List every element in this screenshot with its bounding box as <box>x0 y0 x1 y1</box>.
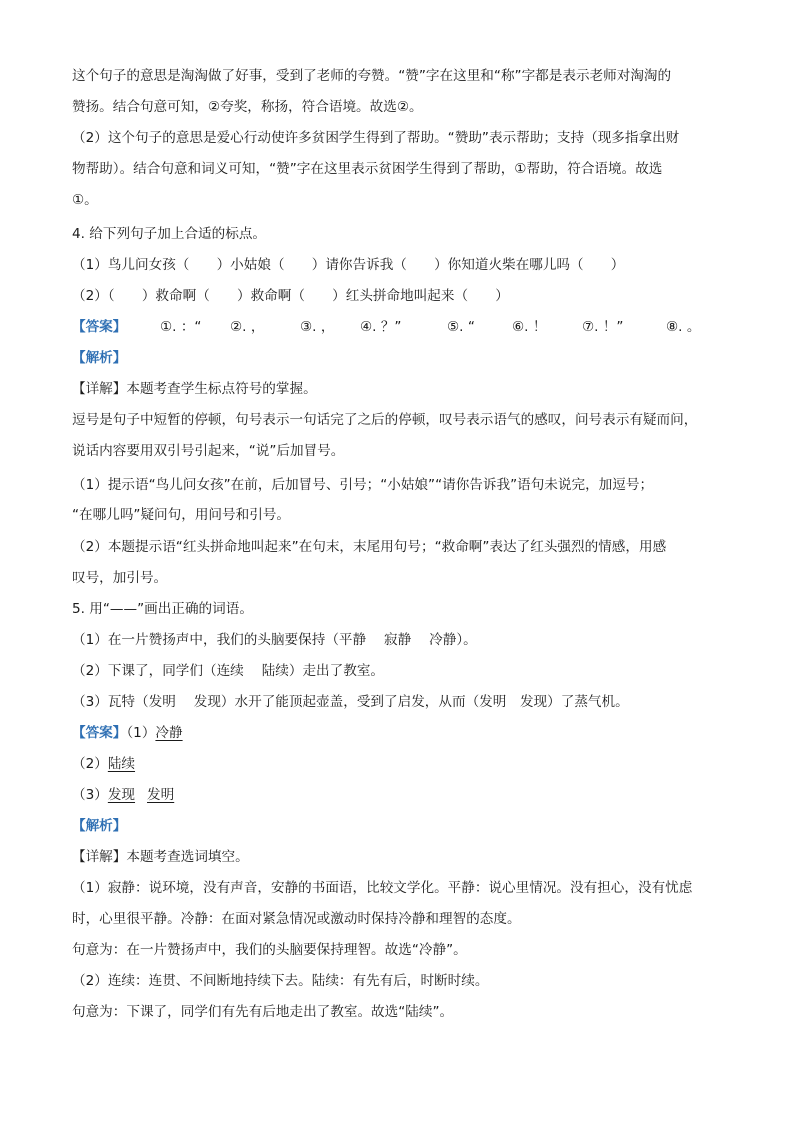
text-line: （2）连续：连贯、不间断地持续下去。陆续：有先有后，时断时续。 <box>72 973 489 989</box>
answer-item-1: ①. ：“ <box>160 319 202 335</box>
answer-5-line-2 <box>72 755 732 773</box>
answer-item-2: ②. ， <box>230 319 265 335</box>
answer-tag: 【答案】 <box>72 319 127 335</box>
text-line: （1）提示语“鸟儿问女孩”在前，后加冒号、引号；“小姑娘”“请你告诉我”语句未说完，加逗号； <box>72 477 654 493</box>
text-line: “在哪儿吗”疑问句，用问号和引号。 <box>72 507 290 523</box>
text-line: 句意为：下课了，同学们有先有后地走出了教室。故选“陆续”。 <box>72 1004 454 1020</box>
text-line: 说话内容要用双引号引起来，“说”后加冒号。 <box>72 443 345 459</box>
answer-word: 发现 <box>107 787 136 803</box>
question-5-item-2: （2）下课了，同学们（连续 陆续）走出了教室。 <box>72 663 385 679</box>
answer-5-line-1 <box>72 724 732 742</box>
text-line: （2）本题提示语“红头拼命地叫起来”在句末，末尾用句号；“救命啊”表达了红头强烈的情感，用感 <box>72 539 667 555</box>
answer-item-6: ⑥. ！ <box>512 319 547 335</box>
analysis-tag: 【解析】 <box>72 818 127 834</box>
answer-item-3: ③. ， <box>300 319 335 335</box>
answer-word: 陆续 <box>107 756 136 772</box>
text-line: 【详解】本题考查学生标点符号的掌握。 <box>72 381 317 397</box>
answer-5-line-3 <box>72 786 732 804</box>
question-4-sentence-1: （1）鸟儿问女孩（ ）小姑娘（ ）请你告诉我（ ）你知道火柴在哪儿吗（ ） <box>72 257 625 273</box>
text-line: ①。 <box>72 192 98 208</box>
text-line: （1）寂静：说环境，没有声音，安静的书面语，比较文学化。平静：说心里情况。没有担心，没有忧虑 <box>72 880 693 896</box>
text-line: 【详解】本题考查选词填空。 <box>72 849 249 865</box>
answer-prefix: （2） <box>72 756 108 772</box>
answer-item-7: ⑦. ！” <box>582 319 624 335</box>
text-line: 物帮助）。结合句意和词义可知，“赞”字在这里表示贫困学生得到了帮助，①帮助，符合语境。故选 <box>72 161 663 177</box>
answer-item-8: ⑧. 。 <box>666 319 701 335</box>
answer-prefix: （1） <box>126 725 156 741</box>
question-5-item-3: （3）瓦特（发明 发现）水开了能顶起壶盖，受到了启发，从而（发明 发现）了蒸气机。 <box>72 694 629 710</box>
text-line: 这个句子的意思是淘淘做了好事，受到了老师的夸赞。“赞”字在这里和“称”字都是表示老师对淘淘的 <box>72 68 672 84</box>
answer-prefix: （3） <box>72 787 108 803</box>
question-4-title: 4. 给下列句子加上合适的标点。 <box>72 226 267 242</box>
text-line: 时，心里很平静。冷静：在面对紧急情况或激动时保持冷静和理智的态度。 <box>72 911 521 927</box>
analysis-tag: 【解析】 <box>72 350 127 366</box>
text-line: （2）这个句子的意思是爱心行动使许多贫困学生得到了帮助。“赞助”表示帮助；支持（现多指拿出财 <box>72 130 680 146</box>
answer-item-4: ④. ？” <box>360 319 402 335</box>
question-5-item-1: （1）在一片赞扬声中，我们的头脑要保持（平静 寂静 冷静）。 <box>72 632 477 648</box>
answer-word: 发明 <box>147 787 175 803</box>
answer-tag: 【答案】 <box>72 725 127 741</box>
answer-4-line <box>72 318 732 336</box>
question-4-sentence-2: （2）（ ）救命啊（ ）救命啊（ ）红头拼命地叫起来（ ） <box>72 288 509 304</box>
text-line: 叹号，加引号。 <box>72 570 168 586</box>
text-line: 句意为：在一片赞扬声中，我们的头脑要保持理智。故选“冷静”。 <box>72 942 467 958</box>
answer-word: 冷静 <box>155 725 183 741</box>
text-line: 逗号是句子中短暂的停顿，句号表示一句话完了之后的停顿，叹号表示语气的感叹，问号表示有疑而问， <box>72 412 698 428</box>
text-line: 赞扬。结合句意可知，②夸奖，称扬，符合语境。故选②。 <box>72 99 423 115</box>
question-5-title: 5. 用“——”画出正确的词语。 <box>72 601 253 617</box>
answer-item-5: ⑤. “ <box>447 319 475 335</box>
